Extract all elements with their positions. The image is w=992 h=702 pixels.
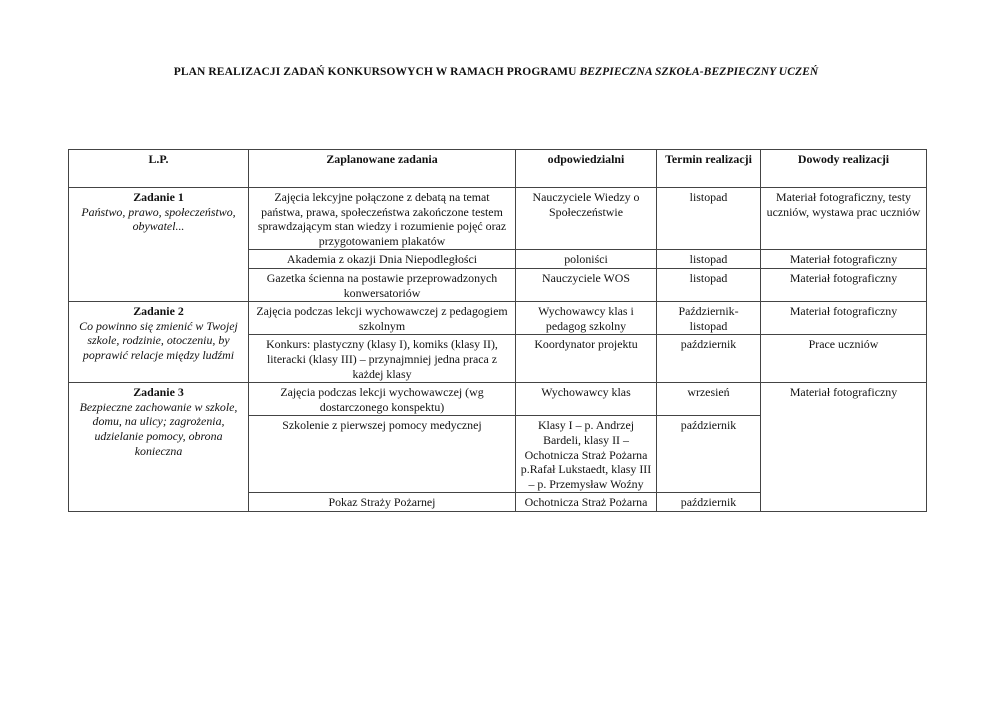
plan-table: [68, 149, 927, 512]
cell-dowody: Materiał fotograficzny: [761, 383, 927, 512]
table-header-row: [69, 150, 927, 188]
cell-termin: październik: [657, 493, 761, 512]
cell-odpowiedzialni: Wychowawcy klas i pedagog szkolny: [516, 302, 657, 335]
table-row: [69, 383, 927, 416]
cell-odpowiedzialni: Ochotnicza Straż Pożarna: [516, 493, 657, 512]
cell-termin: październik: [657, 335, 761, 383]
cell-termin: wrzesień: [657, 383, 761, 416]
cell-odpowiedzialni: Klasy I – p. Andrzej Bardeli, klasy II – Ochotnicza Straż Pożarna p.Rafał Lukstaedt, klasy III – p. Przemysław Woźny: [516, 416, 657, 493]
cell-zadanie: Gazetka ścienna na postawie przeprowadzonych konwersatoriów: [249, 268, 516, 301]
header-zadania: Zaplanowane zadania: [249, 150, 516, 188]
document-title: [0, 66, 992, 78]
cell-zadanie: Szkolenie z pierwszej pomocy medycznej: [249, 416, 516, 493]
header-lp: L.P.: [69, 150, 249, 188]
header-termin: Termin realizacji: [657, 150, 761, 188]
table-row: [69, 188, 927, 250]
task-name: Zadanie 1: [133, 190, 184, 204]
cell-zadanie: Zajęcia podczas lekcji wychowawczej z pedagogiem szkolnym: [249, 302, 516, 335]
cell-odpowiedzialni: poloniści: [516, 250, 657, 269]
document-title-program: BEZPIECZNA SZKOŁA-BEZPIECZNY UCZEŃ: [579, 66, 819, 78]
cell-zadanie: Akademia z okazji Dnia Niepodległości: [249, 250, 516, 269]
cell-termin: listopad: [657, 250, 761, 269]
cell-termin: listopad: [657, 188, 761, 250]
task-cell-3: [69, 383, 249, 512]
cell-odpowiedzialni: Koordynator projektu: [516, 335, 657, 383]
cell-odpowiedzialni: Wychowawcy klas: [516, 383, 657, 416]
cell-zadanie: Pokaz Straży Pożarnej: [249, 493, 516, 512]
cell-dowody: Prace uczniów: [761, 335, 927, 383]
cell-dowody: Materiał fotograficzny: [761, 250, 927, 269]
task-cell-1: [69, 188, 249, 302]
cell-dowody: Materiał fotograficzny: [761, 302, 927, 335]
cell-dowody: Materiał fotograficzny: [761, 268, 927, 301]
cell-termin: październik: [657, 416, 761, 493]
task-description: Państwo, prawo, społeczeństwo, obywatel...: [81, 204, 236, 234]
cell-termin: Październik-listopad: [657, 302, 761, 335]
cell-zadanie: Zajęcia lekcyjne połączone z debatą na temat państwa, prawa, społeczeństwa zakończone testem sprawdzającym stan wiedzy i rozumienie pojęć oraz przygotowaniem plakatów: [249, 188, 516, 250]
task-description: Co powinno się zmienić w Twojej szkole, rodzinie, otoczeniu, by poprawić relacje między ludźmi: [79, 318, 238, 362]
task-description: Bezpieczne zachowanie w szkole, domu, na ulicy; zagrożenia, udzielanie pomocy, obrona konieczna: [79, 399, 238, 458]
cell-zadanie: Konkurs: plastyczny (klasy I), komiks (klasy II), literacki (klasy III) – przynajmniej jedna praca z każdej klasy: [249, 335, 516, 383]
cell-termin: listopad: [657, 268, 761, 301]
cell-dowody: Materiał fotograficzny, testy uczniów, wystawa prac uczniów: [761, 188, 927, 250]
header-dowody: Dowody realizacji: [761, 150, 927, 188]
task-name: Zadanie 2: [133, 304, 184, 319]
cell-odpowiedzialni: Nauczyciele WOS: [516, 268, 657, 301]
task-cell-2: [69, 302, 249, 383]
cell-odpowiedzialni: Nauczyciele Wiedzy o Społeczeństwie: [516, 188, 657, 250]
table-row: [69, 302, 927, 335]
cell-zadanie: Zajęcia podczas lekcji wychowawczej (wg dostarczonego konspektu): [249, 383, 516, 416]
document-title-plain: PLAN REALIZACJI ZADAŃ KONKURSOWYCH W RAMACH PROGRAMU: [173, 66, 580, 78]
task-name: Zadanie 3: [133, 385, 184, 400]
header-odpowiedzialni: odpowiedzialni: [516, 150, 657, 188]
